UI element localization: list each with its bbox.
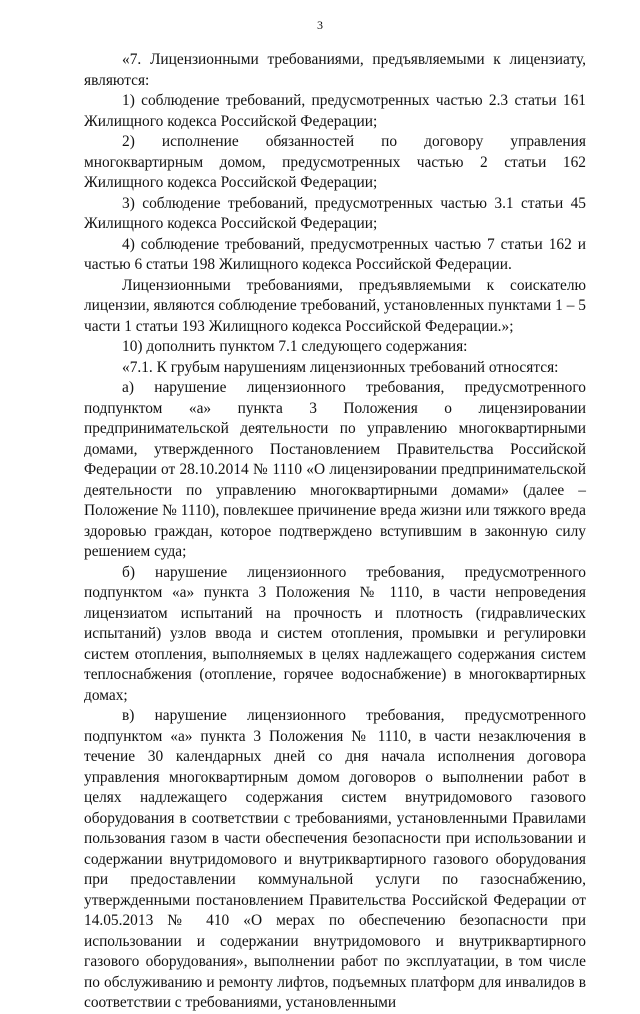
paragraph-gross-violations-intro: «7.1. К грубым нарушениям лицензионных требований относятся: <box>122 358 559 376</box>
paragraph-violation-v: в) нарушение лицензионного требования, предусмотренного подпунктом «а» пункта 3 Положения № 1110, в части незаключения в течение 30 календарных дней со дня начала исполнения договора управления многоквартирным домом договоров о выполнении работ в целях надлежащего содержания систем внутридомового газового оборудования в соответствии с требованиями, установленными Правилами пользования газом в части обеспечения безопасности при использовании и содержании внутридомового и внутриквартирного газового оборудования при предоставлении коммунальной услуги по газоснабжению, утвержденными постановлением Правительства Российской Федерации от 14.05.2013 № 410 «О мерах по обеспечению безопасности при использовании и содержании внутридомового и внутриквартирного газового оборудования», выполнении работ по эксплуатации, в том числе по обслуживанию и ремонту лифтов, подъемных платформ для инвалидов в соответствии с требованиями, установленными <box>84 707 586 1011</box>
page-number: 3 <box>317 18 323 32</box>
paragraph-item-4: 4) соблюдение требований, предусмотренных частью 7 статьи 162 и частью 6 статьи 198 Жилищного кодекса Российской Федерации. <box>84 235 586 273</box>
paragraph-requirements-intro: «7. Лицензионными требованиями, предъявляемыми к лицензиату, являются: <box>84 51 586 89</box>
paragraph-item-2: 2) исполнение обязанностей по договору управления многоквартирным домом, предусмотренных частью 2 статьи 162 Жилищного кодекса Российской Федерации; <box>84 133 586 191</box>
paragraph-item-3: 3) соблюдение требований, предусмотренных частью 3.1 статьи 45 Жилищного кодекса Российской Федерации; <box>84 194 586 232</box>
paragraph-amendment-10: 10) дополнить пунктом 7.1 следующего содержания: <box>122 338 468 355</box>
paragraph-applicant-requirements: Лицензионными требованиями, предъявляемыми к соискателю лицензии, являются соблюдение требований, установленных пунктами 1 – 5 части 1 статьи 193 Жилищного кодекса Российской Федерации.»; <box>84 276 586 335</box>
paragraph-violation-b: б) нарушение лицензионного требования, предусмотренного подпунктом «а» пункта 3 Положения № 1110, в части непроведения лицензиатом испытаний на прочность и плотность (гидравлических испытаний) узлов ввода и систем отопления, промывки и регулировки систем отопления, выполняемых в целях надлежащего содержания систем теплоснабжения (отопление, горячее водоснабжение) в многоквартирных домах; <box>84 563 586 704</box>
paragraph-item-1: 1) соблюдение требований, предусмотренных частью 2.3 статьи 161 Жилищного кодекса Российской Федерации; <box>84 92 586 130</box>
document-body <box>84 50 586 1014</box>
paragraph-violation-a: а) нарушение лицензионного требования, предусмотренного подпунктом «а» пункта 3 Положения о лицензировании предпринимательской деятельности по управлению многоквартирными домами, утвержденного Постановлением Правительства Российской Федерации от 28.10.2014 № 1110 «О лицензировании предпринимательской деятельности по управлению многоквартирными домами» (далее – Положение № 1110), повлекшее причинение вреда жизни или тяжкого вреда здоровью граждан, которое подтверждено вступившим в законную силу решением суда; <box>84 379 586 560</box>
